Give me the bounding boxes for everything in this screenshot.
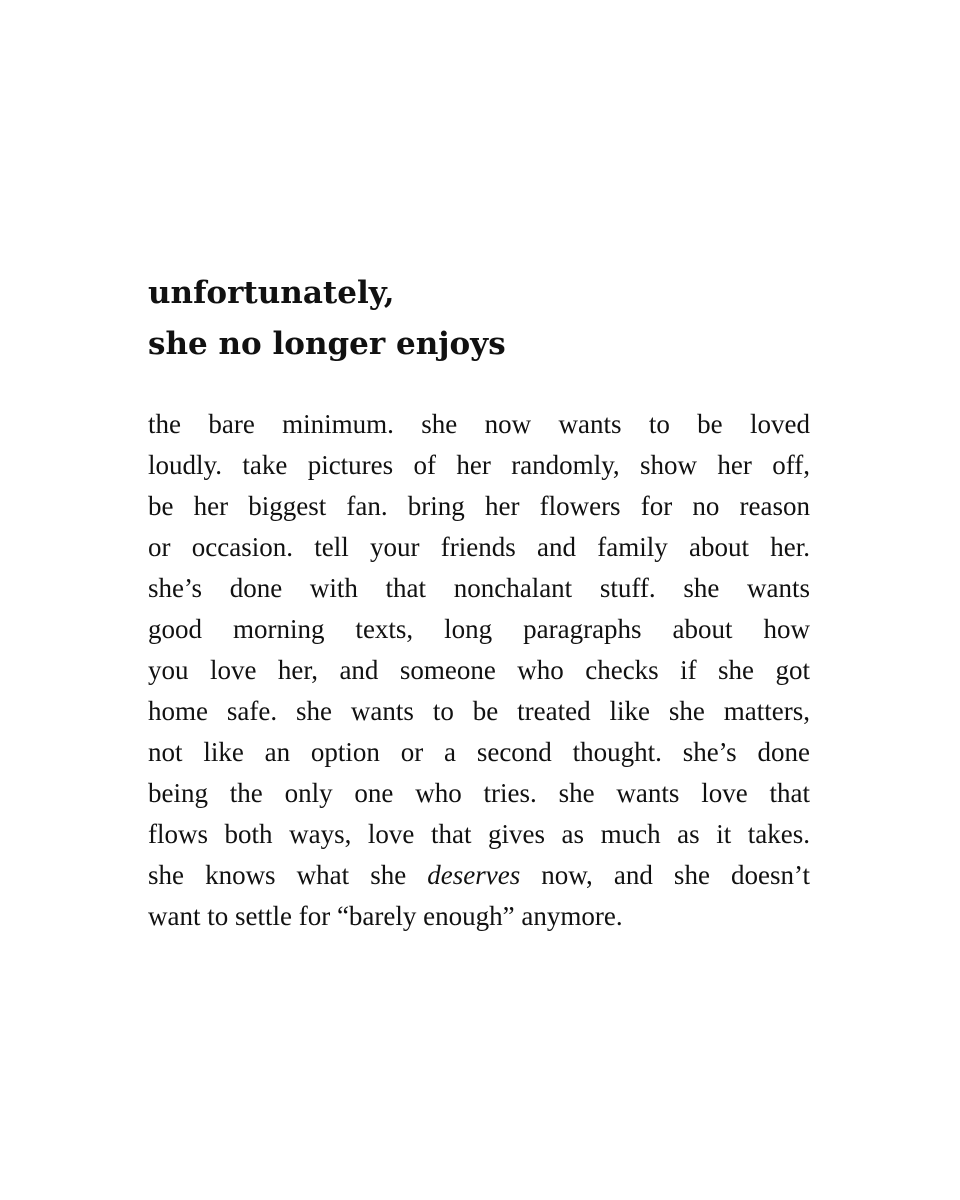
body-line-11: flows both ways, love that gives as much as it takes. [148,819,810,849]
body-line-1: the bare minimum. she now wants to be loved [148,409,810,439]
body-line-5: she’s done with that nonchalant stuff. she wants [148,573,810,603]
body-line-4: or occasion. tell your friends and family about her. [148,532,810,562]
body-line-12-end: now, and she doesn’t [520,860,810,890]
body-line-12 [148,855,810,896]
poem-title [148,268,848,370]
body-line-7: you love her, and someone who checks if she got [148,655,810,685]
title-line-1: unfortunately, [148,275,395,311]
body-line-2: loudly. take pictures of her randomly, show her off, [148,450,810,480]
body-line-8: home safe. she wants to be treated like she matters, [148,696,810,726]
body-line-10: being the only one who tries. she wants love that [148,778,810,808]
body-line-3: be her biggest fan. bring her flowers for no reason [148,491,810,521]
body-line-9: not like an option or a second thought. she’s done [148,737,810,767]
body-line-13: want to settle for “barely enough” anymore. [148,901,623,931]
body-line-12-start: she knows what she [148,860,428,890]
poem-body [148,404,810,937]
title-line-2: she no longer enjoys [148,326,506,362]
emphasized-word: deserves [427,860,521,890]
body-line-6: good morning texts, long paragraphs about how [148,614,810,644]
